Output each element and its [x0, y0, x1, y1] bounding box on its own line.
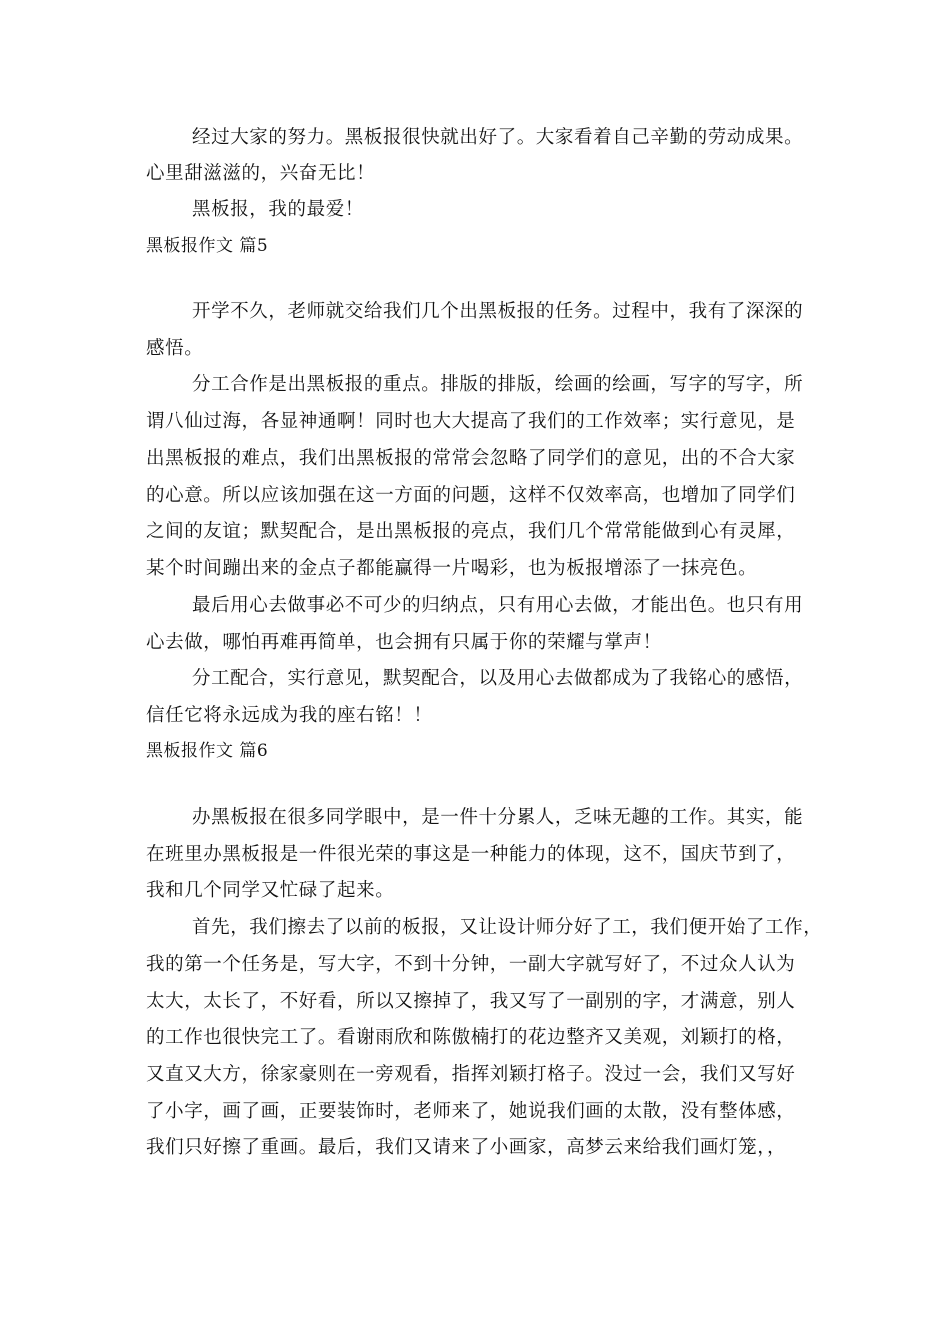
- paragraph-line: 办黑板报在很多同学眼中，是一件十分累人，乏味无趣的工作。其实，能: [192, 807, 804, 828]
- paragraph-line: 的工作也很快完工了。看谢雨欣和陈傲楠打的花边整齐又美观，刘颖打的格，: [146, 1027, 796, 1048]
- paragraph-line: 出黑板报的难点，我们出黑板报的常常会忽略了同学们的意见，出的不合大家: [146, 448, 796, 469]
- paragraph-line: 信任它将永远成为我的座右铭！！: [146, 705, 433, 726]
- paragraph-line: 在班里办黑板报是一件很光荣的事这是一种能力的体现，这不，国庆节到了，: [146, 844, 796, 865]
- paragraph-line: 心去做，哪怕再难再简单，也会拥有只属于你的荣耀与掌声！: [146, 632, 662, 653]
- paragraph-line: 我的第一个任务是，写大字，不到十分钟，一副大字就写好了，不过众人认为: [146, 954, 796, 975]
- paragraph-line: 首先，我们擦去了以前的板报，又让设计师分好了工，我们便开始了工作，: [192, 917, 823, 938]
- paragraph-line: 了小字，画了画，正要装饰时，老师来了，她说我们画的太散，没有整体感，: [146, 1101, 796, 1122]
- paragraph-line: 谓八仙过海，各显神通啊！同时也大大提高了我们的工作效率；实行意见，是: [146, 411, 796, 432]
- section-heading: 黑板报作文 篇6: [146, 741, 269, 761]
- paragraph-line: 又直又大方，徐家豪则在一旁观看，指挥刘颖打格子。没过一会，我们又写好: [146, 1064, 796, 1085]
- paragraph-line: 感悟。: [146, 338, 204, 359]
- paragraph-line: 太大，太长了，不好看，所以又擦掉了，我又写了一副别的字，才满意，别人: [146, 991, 796, 1012]
- paragraph-line: 经过大家的努力。黑板报很快就出好了。大家看着自己辛勤的劳动成果。: [192, 127, 804, 148]
- paragraph-line: 之间的友谊；默契配合，是出黑板报的亮点，我们几个常常能做到心有灵犀，: [146, 521, 796, 542]
- paragraph-line: 的心意。所以应该加强在这一方面的问题，这样不仅效率高，也增加了同学们: [146, 485, 796, 506]
- paragraph-line: 心里甜滋滋的，兴奋无比！: [146, 163, 376, 184]
- paragraph-line: 分工合作是出黑板报的重点。排版的排版，绘画的绘画，写字的写字，所: [192, 374, 804, 395]
- paragraph-line: 黑板报，我的最爱！: [192, 199, 364, 220]
- paragraph-line: 开学不久，老师就交给我们几个出黑板报的任务。过程中，我有了深深的: [192, 301, 804, 322]
- paragraph-line: 我们只好擦了重画。最后，我们又请来了小画家，高梦云来给我们画灯笼，，: [146, 1137, 787, 1158]
- paragraph-line: 某个时间蹦出来的金点子都能赢得一片喝彩，也为板报增添了一抹亮色。: [146, 558, 758, 579]
- section-heading: 黑板报作文 篇5: [146, 236, 269, 256]
- paragraph-line: 最后用心去做事必不可少的归纳点，只有用心去做，才能出色。也只有用: [192, 595, 804, 616]
- paragraph-line: 分工配合，实行意见，默契配合，以及用心去做都成为了我铭心的感悟，: [192, 668, 804, 689]
- paragraph-line: 我和几个同学又忙碌了起来。: [146, 880, 395, 901]
